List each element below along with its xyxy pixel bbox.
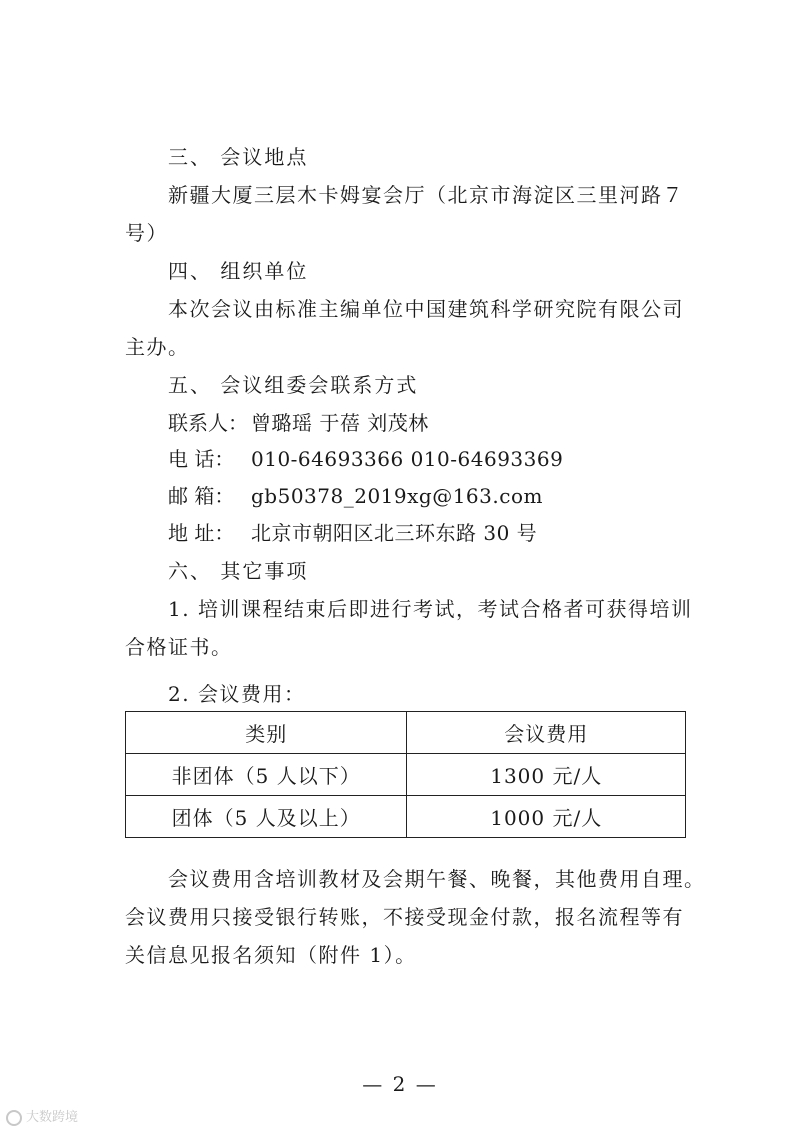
contact-email: [168, 482, 543, 510]
fee-table-cell-fee: 1000 元/人: [407, 796, 686, 838]
section-organizer-heading: 四、 组织单位: [168, 259, 309, 283]
section-other-heading: 六、 其它事项: [168, 559, 309, 583]
contact-persons: [168, 409, 429, 437]
fee-table-cell-category: 团体（5 人及以上）: [126, 796, 407, 838]
contact-persons-label: 联系人：: [168, 411, 248, 435]
watermark-text: 大数跨境: [26, 1110, 79, 1125]
fee-note-line1: 会议费用含培训教材及会期午餐、晚餐，其他费用自理。: [168, 867, 706, 891]
organizer-text-line1: 本次会议由标准主编单位中国建筑科学研究院有限公司: [168, 297, 684, 321]
fee-note-line3: 关信息见报名须知（附件 1）。: [125, 943, 417, 967]
organizer-text-line2: 主办。: [125, 335, 190, 359]
contact-phone-label: 电 话：: [168, 447, 235, 471]
contact-address-value: 北京市朝阳区北三环东路 30 号: [251, 521, 538, 545]
fee-table-cell-fee: 1300 元/人: [407, 754, 686, 796]
watermark-logo-icon: [6, 1110, 22, 1126]
fee-table-cell-category: 非团体（5 人以下）: [126, 754, 407, 796]
fee-table-header-category: 类别: [126, 712, 407, 754]
contact-address-label: 地 址：: [168, 521, 235, 545]
venue-text-line2: 号）: [125, 221, 168, 245]
other-item1-line1: 1. 培训课程结束后即进行考试，考试合格者可获得培训: [168, 597, 693, 621]
other-item1-line2: 合格证书。: [125, 635, 233, 659]
page-number: — 2 —: [362, 1072, 438, 1096]
contact-address: [168, 519, 537, 547]
section-contact-heading: 五、 会议组委会联系方式: [168, 373, 419, 397]
contact-email-value: gb50378_2019xg@163.com: [251, 484, 543, 508]
contact-phone-value: 010-64693366 010-64693369: [251, 447, 564, 471]
contact-persons-value: 曾璐瑶 于蓓 刘茂林: [251, 411, 429, 435]
fee-note-line2: 会议费用只接受银行转账，不接受现金付款，报名流程等有: [125, 905, 684, 929]
contact-email-label: 邮 箱：: [168, 484, 235, 508]
table-row: [126, 796, 686, 838]
venue-text-line1: 新疆大厦三层木卡姆宴会厅（北京市海淀区三里河路７: [168, 183, 684, 207]
section-venue-heading: 三、 会议地点: [168, 145, 309, 169]
other-item2-title: 2. 会议费用：: [168, 682, 306, 706]
contact-phone: [168, 445, 563, 473]
watermark: [6, 1106, 78, 1126]
table-row: [126, 754, 686, 796]
fee-table: [125, 711, 686, 838]
fee-table-header-fee: 会议费用: [407, 712, 686, 754]
fee-table-header-row: [126, 712, 686, 754]
